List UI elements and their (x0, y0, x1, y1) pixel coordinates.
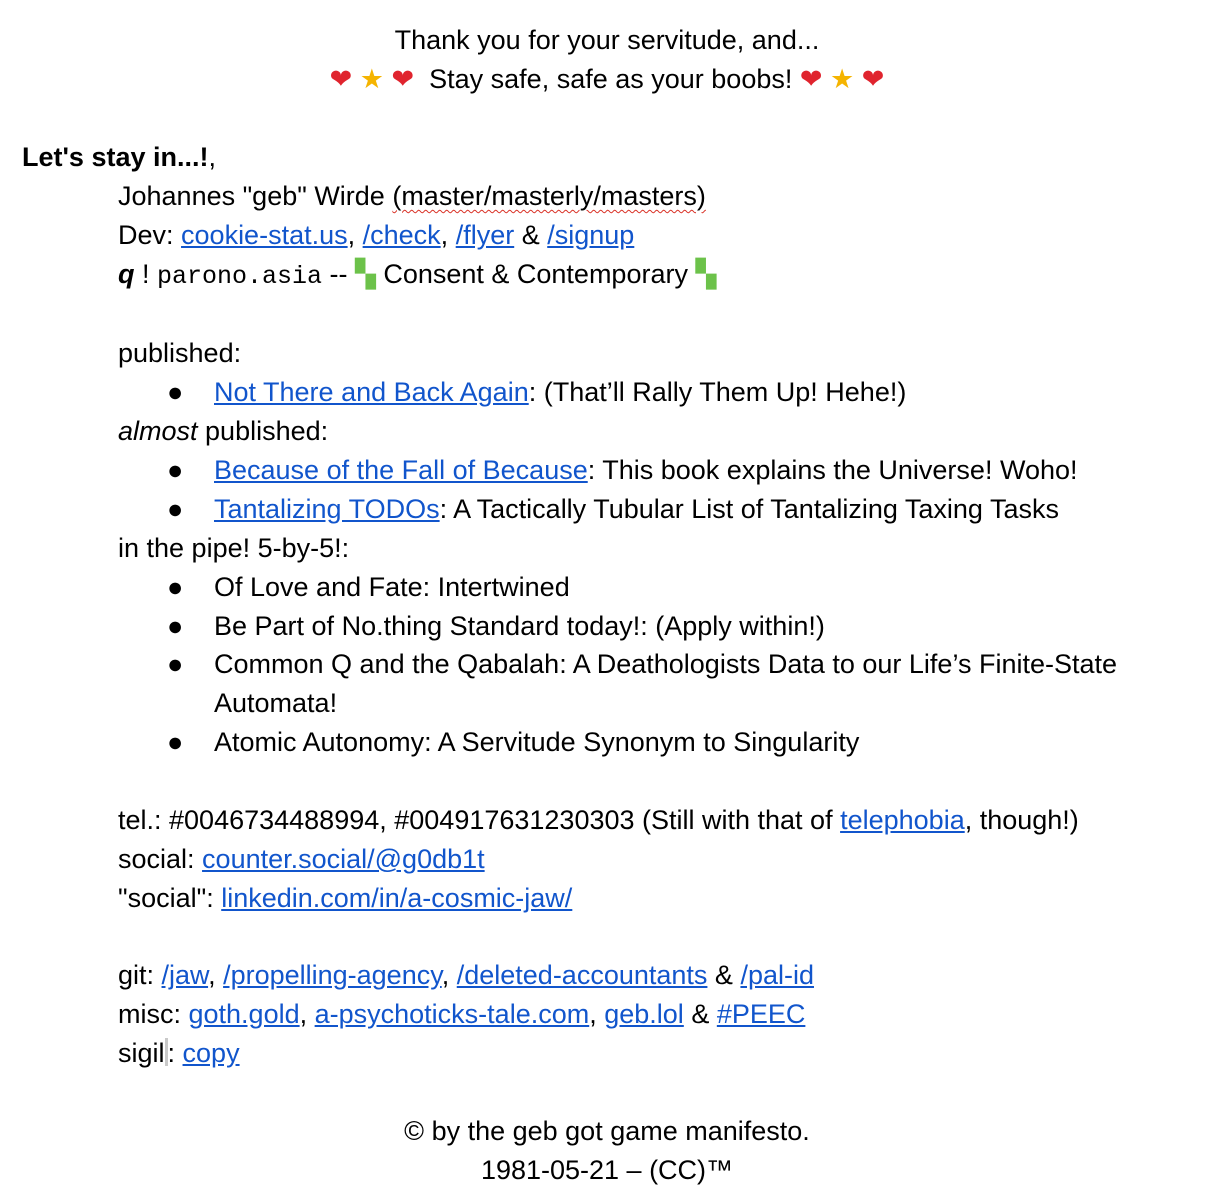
misc-link-psychoticks-tale[interactable]: a-psychoticks-tale.com (314, 999, 590, 1029)
pipe-label: in the pipe! 5-by-5!: (118, 533, 350, 563)
separator: , (589, 999, 605, 1029)
book-link-because[interactable]: Because of the Fall of Because (214, 455, 588, 485)
water-pistol-icon: ▚ (695, 259, 717, 289)
pipe-item-continuation: Automata! (214, 688, 338, 718)
misc-link-goth-gold[interactable]: goth.gold (188, 999, 300, 1029)
sigil-copy-link[interactable]: copy (182, 1038, 240, 1068)
q-dash: -- (322, 259, 356, 289)
bullet: ● (167, 611, 184, 641)
misc-link-geb-lol[interactable]: geb.lol (604, 999, 684, 1029)
pipe-item-text: Atomic Autonomy: A Servitude Synonym to Singularity (214, 727, 860, 757)
book-link-tantalizing[interactable]: Tantalizing TODOs (214, 494, 440, 524)
tel-line (118, 804, 1079, 836)
book-desc: : (That’ll Rally Them Up! Hehe!) (528, 377, 907, 407)
parono-text: parono.asia (157, 262, 323, 291)
water-pistol-icon: ▚ (355, 259, 376, 289)
tel-end: , though!) (964, 805, 1079, 835)
q-bang: ! (134, 259, 158, 289)
greeting-line-1: Thank you for your servitude, and... (394, 25, 820, 55)
sigil-line (118, 1037, 240, 1069)
almost-text: almost (118, 416, 198, 446)
footer-date: 1981-05-21 – (CC)™ (480, 1155, 734, 1185)
book-desc: : This book explains the Universe! Woho! (587, 455, 1078, 485)
separator: , (208, 960, 224, 990)
list-item (167, 571, 570, 603)
list-item (167, 376, 906, 408)
social-label: social: (118, 844, 203, 874)
list-item (167, 648, 1117, 680)
social2-label: "social": (118, 883, 222, 913)
heart-icon: ❤ (391, 64, 415, 94)
star-icon: ★ (830, 64, 855, 94)
bullet: ● (167, 572, 184, 602)
pipe-item-text: Common Q and the Qabalah: A Deathologists Data to our Life’s Finite-State (214, 649, 1118, 679)
signoff-line (22, 141, 216, 173)
separator: , (441, 960, 457, 990)
separator: , (299, 999, 315, 1029)
list-item (167, 454, 1078, 486)
book-desc: : A Tactically Tubular List of Tantalizing Taxing Tasks (439, 494, 1059, 524)
signoff-comma: , (208, 142, 216, 172)
linkedin-link[interactable]: linkedin.com/in/a-cosmic-jaw/ (221, 883, 573, 913)
telephobia-link[interactable]: telephobia (840, 805, 965, 835)
name-titles: (master/masterly/masters) (392, 181, 706, 211)
list-item (167, 493, 1059, 525)
social-line (118, 843, 485, 875)
bullet: ● (167, 455, 184, 485)
social2-line (118, 882, 572, 914)
signoff-text: Let's stay in...! (22, 142, 209, 172)
sigil-colon: : (167, 1038, 183, 1068)
almost-suffix: published: (197, 416, 329, 446)
dev-label: Dev: (118, 220, 182, 250)
bullet: ● (167, 649, 184, 679)
separator: & (683, 999, 717, 1029)
greeting-line-2 (0, 63, 1214, 95)
tel-text: tel.: #0046734488994, #004917631230303 (Still with that of (118, 805, 841, 835)
bullet: ● (167, 377, 184, 407)
misc-link-peec[interactable]: #PEEC (716, 999, 806, 1029)
misc-label: misc: (118, 999, 189, 1029)
heart-icon: ❤ (329, 64, 353, 94)
greeting-text: Stay safe, safe as your boobs! (429, 64, 793, 94)
separator: & (514, 220, 548, 250)
misc-line (118, 998, 805, 1030)
pipe-item-text: Be Part of No.thing Standard today!: (Apply within!) (214, 611, 825, 641)
consent-text: Consent & Contemporary (375, 259, 696, 289)
git-line (118, 959, 814, 991)
list-item (167, 610, 825, 642)
star-icon: ★ (359, 64, 384, 94)
separator: & (707, 960, 741, 990)
q-line (118, 258, 716, 293)
sigil-label: sigil (118, 1038, 165, 1068)
bullet: ● (167, 494, 184, 524)
separator: , (347, 220, 363, 250)
dev-line (118, 219, 634, 251)
dev-link-flyer[interactable]: /flyer (455, 220, 515, 250)
pipe-item-text: Of Love and Fate: Intertwined (214, 572, 570, 602)
name-text: Johannes "geb" Wirde (118, 181, 393, 211)
heart-icon: ❤ (861, 64, 885, 94)
dev-link-signup[interactable]: /signup (547, 220, 635, 250)
git-link-propelling-agency[interactable]: /propelling-agency (223, 960, 442, 990)
git-link-pal-id[interactable]: /pal-id (740, 960, 814, 990)
q-letter: q (118, 259, 135, 289)
git-label: git: (118, 960, 162, 990)
dev-link-cookie-stat[interactable]: cookie-stat.us (181, 220, 348, 250)
almost-published-label (118, 415, 328, 447)
bullet: ● (167, 727, 184, 757)
heart-icon: ❤ (799, 64, 823, 94)
counter-social-link[interactable]: counter.social/@g0db1t (202, 844, 485, 874)
published-label: published: (118, 338, 242, 368)
git-link-jaw[interactable]: /jaw (161, 960, 209, 990)
git-link-deleted-accountants[interactable]: /deleted-accountants (456, 960, 708, 990)
name-line (118, 180, 706, 212)
list-item (167, 726, 859, 758)
dev-link-check[interactable]: /check (362, 220, 441, 250)
footer-copyright: © by the geb got game manifesto. (404, 1116, 810, 1146)
book-link-not-there[interactable]: Not There and Back Again (214, 377, 529, 407)
separator: , (440, 220, 456, 250)
